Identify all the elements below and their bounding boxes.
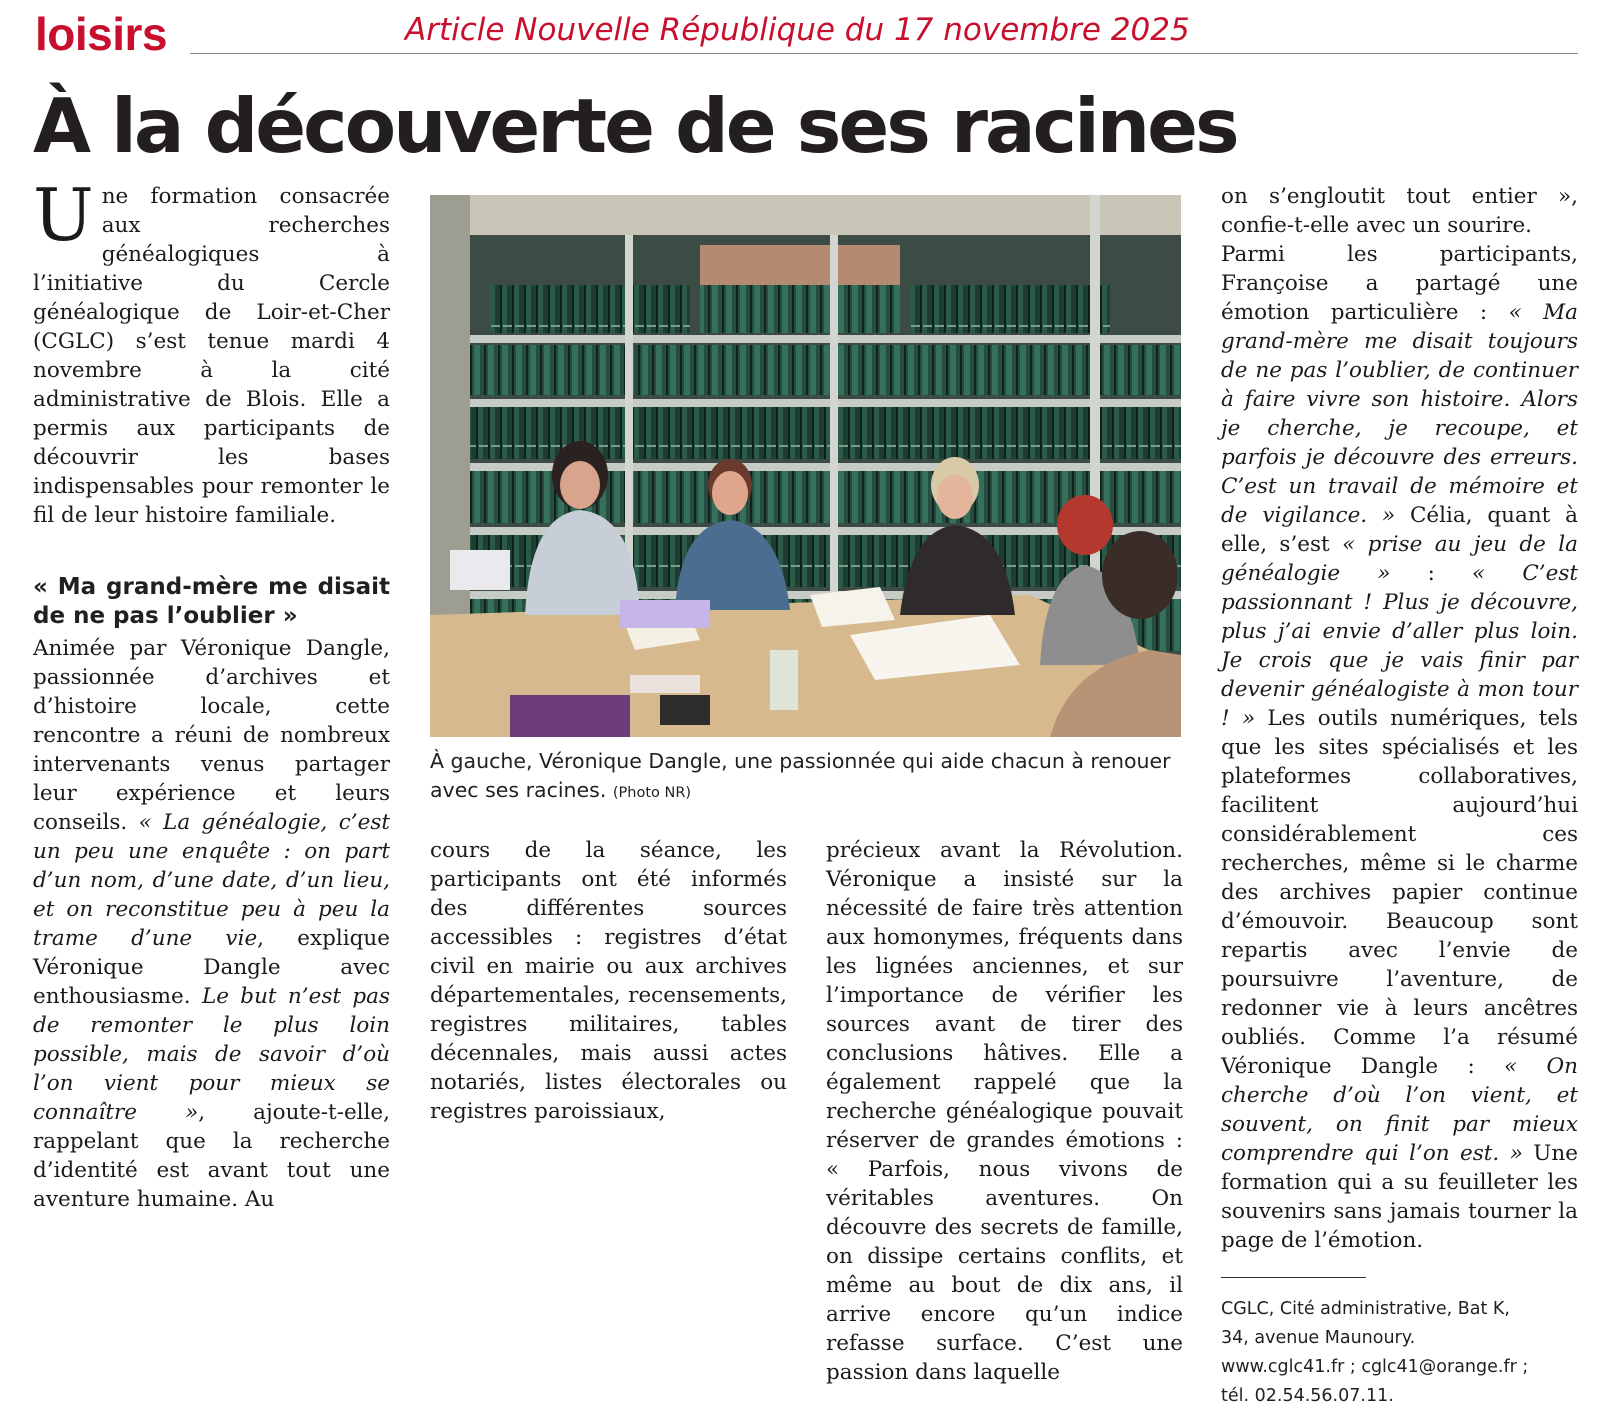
text-run: Parmi les participants, Françoise a partagé une émotion particulière : <box>1221 242 1578 325</box>
contact-divider <box>1221 1277 1366 1278</box>
column-3 <box>826 836 1183 1387</box>
quote-run: « La généalogie, c’est un peu une enquête : on part d’un nom, d’une date, d’un lieu, et on reconstitue peu à peu la trame d’une vie <box>33 810 391 951</box>
photo-credit: (Photo NR) <box>612 785 692 801</box>
rubric-label: loisirs <box>35 8 168 60</box>
caption-text: À gauche, Véronique Dangle, une passionnée qui aide chacun à renouer avec ses racines. <box>430 749 1171 802</box>
text-run: Une formation qui a su feuilleter les souvenirs sans jamais tourner la page de l’émotion. <box>1221 1141 1578 1253</box>
column-2-paragraph: cours de la séance, les participants ont été informés des différentes sources accessibles : registres d’état civil en mairie ou aux archives départementales, recensements, registres militaires, tables décennales, mais aussi actes notariés, listes électorales ou registres paroissiaux, <box>430 838 787 1124</box>
text-run: Animée par Véronique Dangle, passionnée d’archives et d’histoire locale, cette rencontre a réuni de nombreux intervenants venus partager leur expérience et leurs conseils. <box>33 636 390 835</box>
text-run: Célia, quant à elle, s’est <box>1221 503 1578 557</box>
lede-paragraph <box>33 173 390 530</box>
text-run: Les outils numériques, tels que les sites spécialisés et les plateformes collaboratives, facilitent aujourd’hui considérablement ces recherches, même si le charme des archives papier continue d’émouvoir. Beaucoup sont repartis avec l’envie de poursuivre l’aventure, de redonner vie à leurs ancêtres oubliés. Comme l’a résumé Véronique Dangle : <box>1221 706 1578 1079</box>
quote-run: Le but n’est pas de remonter le plus loin possible, mais de savoir d’où l’on vient pour mieux se connaître » <box>33 984 391 1125</box>
contact-line: CGLC, Cité administrative, Bat K, <box>1221 1299 1510 1319</box>
quote-run: « On cherche d’où l’on vient, et souvent, on finit par mieux comprendre qui l’on est. » <box>1221 1054 1578 1166</box>
contact-line: 34, avenue Maunoury. <box>1221 1328 1416 1348</box>
column-4-paragraph-2 <box>1221 240 1578 1255</box>
photo-illustration <box>430 195 1181 737</box>
article-photo <box>430 195 1181 737</box>
headline: À la découverte de ses racines <box>33 82 1237 170</box>
column-4 <box>1221 182 1578 1411</box>
column-2 <box>430 836 787 1126</box>
subheading: « Ma grand-mère me disait de ne pas l’oublier » <box>33 574 390 629</box>
header-note: Article Nouvelle République du 17 novembre 2025 <box>405 12 1190 48</box>
column-1 <box>33 173 391 1214</box>
lede-text: ne formation consacrée aux recherches généalogiques à l’initiative du Cercle généalogique de Loir-et-Cher (CGLC) s’est tenue mardi 4 novembre à la cité administrative de Blois. Elle a permis aux participants de découvrir les bases indispensables pour remonter le fil de leur histoire familiale. <box>33 184 390 528</box>
header-divider <box>190 53 1578 54</box>
column-4-paragraph-1: on s’engloutit tout entier », confie-t-elle avec un sourire. <box>1221 184 1578 238</box>
column-1-paragraph <box>33 634 390 1214</box>
contact-line: www.cglc41.fr ; cglc41@orange.fr ; <box>1221 1357 1529 1377</box>
text-run: : <box>1390 561 1472 586</box>
text-run: , explique Véronique Dangle avec enthousiasme. <box>33 926 390 1009</box>
contact-box <box>1221 1295 1578 1411</box>
quote-run: « prise au jeu de la généalogie » <box>1221 532 1578 586</box>
text-run: , ajoute-t-elle, rappelant que la recherche d’identité est avant tout une aventure humaine. Au <box>33 1100 390 1212</box>
drop-cap: U <box>33 173 94 257</box>
quote-run: « C’est passionnant ! Plus je découvre, plus j’ai envie d’aller plus loin. Je crois que je vais finir par devenir généalogiste à mon tour ! » <box>1221 561 1578 731</box>
column-3-paragraph: précieux avant la Révolution. Véronique a insisté sur la nécessité de faire très attention aux homonymes, fréquents dans les lignées anciennes, et sur l’importance de vérifier les sources avant de tirer des conclusions hâtives. Elle a également rappelé que la recherche généalogique pouvait réserver de grandes émotions : « Parfois, nous vivons de véritables aventures. On découvre des secrets de famille, on dissipe certains conflits, et même au bout de dix ans, il arrive encore qu’un indice refasse surface. C’est une passion dans laquelle <box>826 838 1183 1385</box>
quote-run: « Ma grand-mère me disait toujours de ne pas l’oublier, de continuer à faire vivre son histoire. Alors je cherche, je recoupe, et parfois je découvre des erreurs. C’est un travail de mémoire et de vigilance. » <box>1221 300 1578 528</box>
contact-line: tél. 02.54.56.07.11. <box>1221 1386 1394 1406</box>
photo-caption <box>430 747 1181 808</box>
